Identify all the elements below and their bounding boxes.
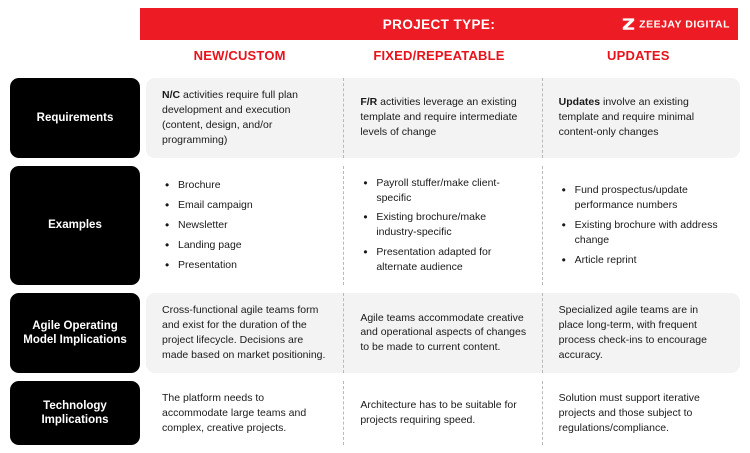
cell-text: Cross-functional agile teams form and exist for the duration of the project lifecycle. Decisions are made based on market positioning.: [162, 304, 326, 361]
cell-technology-fixed-repeatable: [343, 381, 541, 446]
table-row: [10, 78, 740, 158]
example-list: [360, 176, 527, 275]
list-item: • Email campaign: [176, 198, 253, 213]
cell-text: Architecture has to be suitable for projects requiring speed.: [360, 399, 517, 427]
table-row: [10, 166, 740, 285]
brand-name: ZEEJAY DIGITAL: [639, 18, 730, 30]
row-label-technology-implications: Technology Implications: [10, 381, 140, 446]
cell-text: Solution must support iterative projects and those subject to regulations/compliance.: [558, 391, 700, 434]
row-body-agile-operating-model-implications: [146, 293, 740, 373]
cell-lead: Updates: [558, 96, 601, 109]
list-item: • Presentation adapted for alternate audience: [374, 245, 527, 275]
z-logo-icon: [622, 18, 635, 31]
column-header-new-custom: NEW/CUSTOM: [193, 48, 286, 63]
cell-technology-new-custom: [146, 381, 343, 446]
list-item: • Existing brochure with address change: [573, 218, 726, 248]
row-label-examples: Examples: [10, 166, 140, 285]
cell-text: activities leverage an existing template and require intermediate levels of change: [360, 96, 518, 139]
table-row: [10, 381, 740, 446]
page-title: PROJECT TYPE:: [382, 16, 496, 32]
cell-lead: F/R: [360, 96, 378, 109]
list-item: • Presentation: [176, 258, 253, 273]
header-bar: [140, 8, 738, 40]
cell-text: The platform needs to accommodate large teams and complex, creative projects.: [162, 391, 307, 434]
cell-examples-updates: [542, 166, 740, 285]
column-header-fixed-repeatable: FIXED/REPEATABLE: [373, 48, 505, 63]
list-item: • Landing page: [176, 238, 253, 253]
cell-agile-fixed-repeatable: [343, 293, 541, 373]
list-item: • Existing brochure/make industry-specific: [374, 210, 527, 240]
cell-requirements-fixed-repeatable: [343, 78, 541, 158]
cell-text: Specialized agile teams are in place long-term, with frequent process check-ins to encourage accuracy.: [558, 304, 707, 361]
row-body-requirements: [146, 78, 740, 158]
list-item: • Fund prospectus/update performance numbers: [573, 183, 726, 213]
list-item: • Brochure: [176, 178, 253, 193]
cell-agile-updates: [542, 293, 740, 373]
matrix-rows: [10, 78, 740, 453]
example-list: [162, 178, 253, 273]
cell-requirements-updates: [542, 78, 740, 158]
cell-text: involve an existing template and require minimal content-only changes: [558, 96, 695, 139]
cell-examples-fixed-repeatable: [343, 166, 541, 285]
cell-agile-new-custom: [146, 293, 343, 373]
list-item: • Payroll stuffer/make client-specific: [374, 176, 527, 206]
table-row: [10, 293, 740, 373]
list-item: • Article reprint: [573, 253, 726, 268]
list-item: • Newsletter: [176, 218, 253, 233]
cell-examples-new-custom: [146, 166, 343, 285]
brand-logo: [622, 18, 730, 31]
cell-lead: N/C: [162, 89, 181, 101]
cell-requirements-new-custom: [146, 78, 343, 158]
row-body-technology-implications: [146, 381, 740, 446]
cell-text: Agile teams accommodate creative and operational aspects of changes to be made to current content.: [360, 311, 527, 354]
row-body-examples: [146, 166, 740, 285]
column-header-updates: UPDATES: [607, 48, 670, 63]
cell-technology-updates: [542, 381, 740, 446]
cell-text: activities require full plan development and execution (content, design, and/or programming): [162, 89, 298, 146]
example-list: [559, 183, 726, 268]
column-headers: [140, 48, 738, 74]
row-label-agile-operating-model-implications: Agile Operating Model Implications: [10, 293, 140, 373]
row-label-requirements: Requirements: [10, 78, 140, 158]
